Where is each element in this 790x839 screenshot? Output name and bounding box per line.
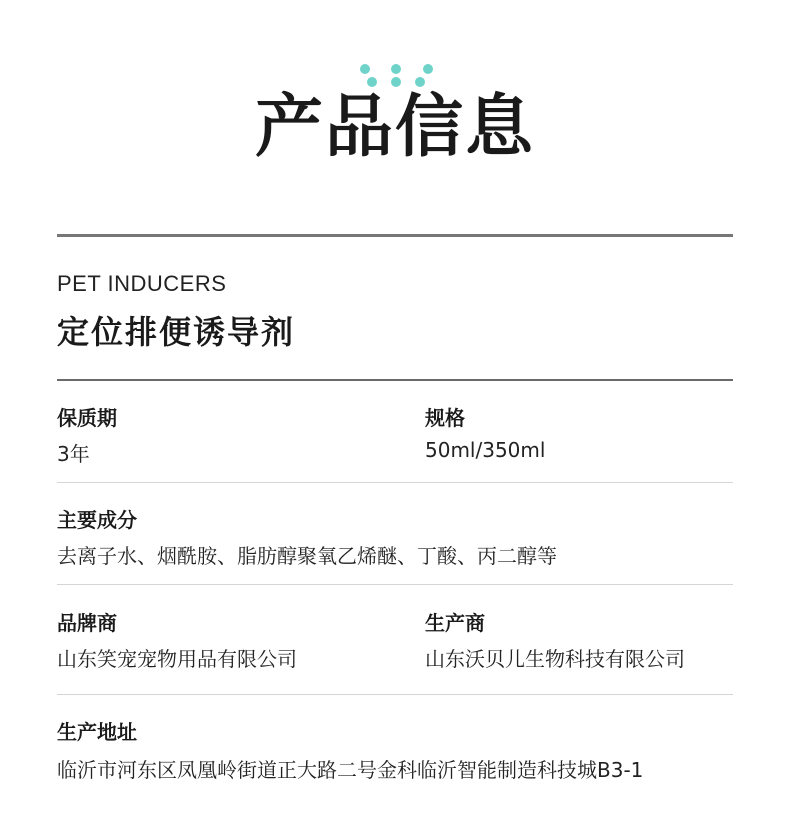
spec-label: 规格 [425, 406, 465, 430]
address-value: 临沂市河东区凤凰岭街道正大路二号金科临沂智能制造科技城B3-1 [57, 758, 644, 782]
product-name-cn: 定位排便诱导剂 [57, 313, 296, 351]
page-title: 产品信息 [254, 88, 535, 167]
manufacturer-value: 山东沃贝儿生物科技有限公司 [425, 647, 685, 671]
shelf-life-label: 保质期 [57, 406, 117, 430]
dot-icon [367, 77, 377, 87]
ingredients-label: 主要成分 [57, 508, 137, 532]
decorative-dots [357, 62, 437, 90]
ingredients-value: 去离子水、烟酰胺、脂肪醇聚氧乙烯醚、丁酸、丙二醇等 [57, 544, 557, 568]
row-divider [57, 482, 733, 483]
manufacturer-label: 生产商 [425, 611, 485, 635]
address-label: 生产地址 [57, 720, 137, 744]
shelf-life-value: 3年 [57, 442, 90, 466]
product-name-en: PET INDUCERS [57, 271, 227, 296]
brand-owner-label: 品牌商 [57, 611, 117, 635]
section-divider [57, 234, 733, 237]
row-divider [57, 584, 733, 585]
section-divider [57, 379, 733, 381]
dot-icon [391, 77, 401, 87]
dot-icon [423, 64, 433, 74]
row-divider [57, 694, 733, 695]
brand-owner-value: 山东笑宠宠物用品有限公司 [57, 647, 297, 671]
dot-icon [415, 77, 425, 87]
dot-icon [360, 64, 370, 74]
dot-icon [391, 64, 401, 74]
spec-value: 50ml/350ml [425, 438, 546, 462]
